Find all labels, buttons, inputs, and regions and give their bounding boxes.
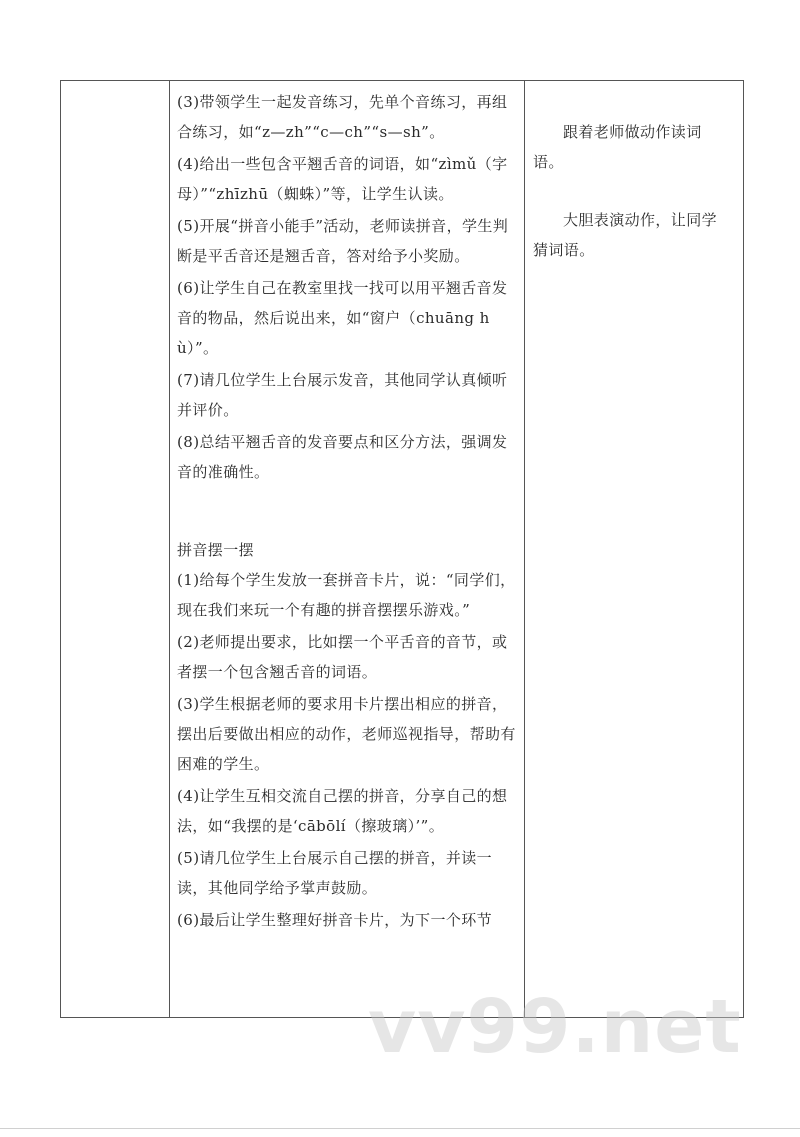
section-title-pinyin-arrange: 拼音摆一摆 xyxy=(177,541,255,559)
page-bottom-rule xyxy=(0,1128,800,1129)
activity-step-7: (7)请几位学生上台展示发音，其他同学认真倾听并评价。 xyxy=(177,371,508,419)
activity-step-6: (6)让学生自己在教室里找一找可以用平翘舌音发音的物品，然后说出来，如“窗户（chuāng hù）”。 xyxy=(177,279,508,357)
watermark: vv99.net xyxy=(368,984,742,1070)
activity-step-4: (4)给出一些包含平翘舌音的词语，如“zìmǔ（字母）”“zhīzhū（蜘蛛）”等，让学生认读。 xyxy=(177,155,508,203)
activity-step-5: (5)开展“拼音小能手”活动，老师读拼音，学生判断是平舌音还是翘舌音，答对给予小奖励。 xyxy=(177,217,509,265)
arrange-step-5: (5)请几位学生上台展示自己摆的拼音，并读一读，其他同学给予掌声鼓励。 xyxy=(177,849,493,897)
arrange-step-6: (6)最后让学生整理好拼音卡片，为下一个环节 xyxy=(177,911,493,929)
student-activity-gap xyxy=(533,177,723,205)
teacher-activities-column xyxy=(177,87,517,937)
student-activities-column xyxy=(533,117,723,265)
section-spacer xyxy=(177,489,517,535)
arrange-step-2: (2)老师提出要求，比如摆一个平舌音的音节，或者摆一个包含翘舌音的词语。 xyxy=(177,633,508,681)
column-divider-left xyxy=(169,81,170,1017)
arrange-step-3: (3)学生根据老师的要求用卡片摆出相应的拼音，摆出后要做出相应的动作，老师巡视指导，帮助有困难的学生。 xyxy=(177,695,516,773)
student-activity-read: 跟着老师做动作读词语。 xyxy=(533,123,702,171)
activity-step-3: (3)带领学生一起发音练习，先单个音练习，再组合练习，如“z—zh”“c—ch”“s—sh”。 xyxy=(177,93,508,141)
activity-step-8: (8)总结平翘舌音的发音要点和区分方法，强调发音的准确性。 xyxy=(177,433,508,481)
column-divider-right xyxy=(524,81,525,1017)
arrange-step-1: (1)给每个学生发放一套拼音卡片，说：“同学们，现在我们来玩一个有趣的拼音摆摆乐游戏。” xyxy=(177,571,516,619)
arrange-step-4: (4)让学生互相交流自己摆的拼音，分享自己的想法，如“我摆的是‘cābōlí（擦玻璃）’”。 xyxy=(177,787,508,835)
student-activity-act: 大胆表演动作，让同学猜词语。 xyxy=(533,211,718,259)
